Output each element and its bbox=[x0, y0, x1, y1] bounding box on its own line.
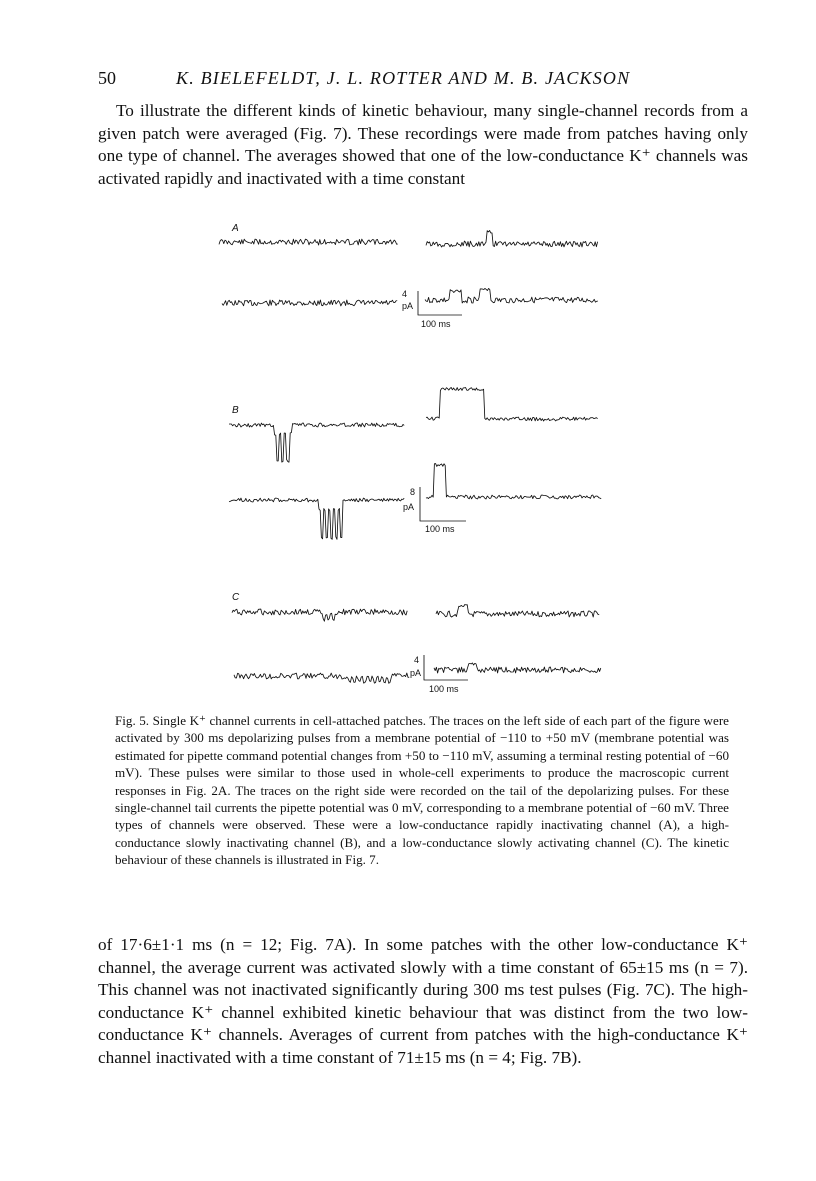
running-title: K. BIELEFELDT, J. L. ROTTER AND M. B. JACKSON bbox=[176, 68, 631, 88]
panel-a-scale-time: 100 ms bbox=[421, 319, 451, 329]
panel-a-trace-left-1 bbox=[219, 239, 398, 245]
page-number: 50 bbox=[98, 68, 116, 88]
panel-a-trace-left-2 bbox=[222, 300, 397, 306]
panel-a-scale-current: 4 bbox=[402, 289, 408, 299]
panel-c-scale-current: 4 bbox=[414, 655, 420, 665]
panel-b-trace-left-1 bbox=[229, 423, 404, 462]
panel-c-scale-unit: pA bbox=[410, 668, 422, 678]
panel-a bbox=[219, 223, 598, 329]
panel-c-trace-left-1 bbox=[232, 609, 407, 621]
panel-c-trace-right-1 bbox=[436, 605, 599, 618]
panel-a-scale-unit: pA bbox=[402, 301, 414, 311]
panel-b-label: B bbox=[232, 405, 239, 416]
intro-paragraph-text: To illustrate the different kinds of kinetic behaviour, many single-channel records from a given patch were averaged (Fig. 7). These recordings were made from patches having only one type of channel. The averages showed that one of the low-conductance K⁺ channels was activated rapidly and inactivated with a time constant bbox=[98, 101, 748, 188]
panel-a-label: A bbox=[232, 223, 239, 234]
panel-c-trace-right-2 bbox=[434, 663, 601, 673]
panel-b bbox=[229, 388, 601, 540]
figure-caption-text: Fig. 5. Single K⁺ channel currents in cell-attached patches. The traces on the left side of each part of the figure were activated by 300 ms depolarizing pulses from a membrane potential of −110 to +50 mV (membrane potential was estimated for pipette command potential changes from +50 to −110 mV, assuming a terminal resting potential of −60 mV). These pulses were similar to those used in whole-cell experiments to produce the macroscopic current responses in Fig. 2A. The traces on the right side were recorded on the tail of the depolarizing pulses. For these single-channel tail currents the pipette potential was 0 mV, corresponding to a membrane potential of −60 mV. Three types of channels were observed. These were a low-conductance rapidly inactivating channel (A), a high-conductance slowly inactivating channel (B), and a low-conductance slowly activating channel (C). The kinetic behaviour of these channels is illustrated in Fig. 7. bbox=[115, 713, 729, 868]
figure-caption bbox=[115, 712, 729, 869]
continuation-paragraph-text: of 17·6±1·1 ms (n = 12; Fig. 7A). In some patches with the other low-conductance K⁺ channel, the average current was activated slowly with a time constant of 65±15 ms (n = 7). This channel was not inactivated significantly during 300 ms test pulses (Fig. 7C). The high-conductance K⁺ channel exhibited kinetic behaviour that was distinct from the two low-conductance K⁺ channels. Averages of current from patches with the high-conductance K⁺ channel inactivated with a time constant of 71±15 ms (n = 4; Fig. 7B). bbox=[98, 935, 748, 1067]
panel-c-trace-left-2 bbox=[234, 673, 409, 683]
panel-b-scale-current: 8 bbox=[410, 487, 416, 497]
panel-b-scale-time: 100 ms bbox=[425, 524, 455, 534]
panel-c-scale-time: 100 ms bbox=[429, 684, 459, 694]
panel-a-trace-right-2 bbox=[425, 288, 598, 303]
panel-c-label: C bbox=[232, 592, 240, 603]
panel-b-scale-bar bbox=[420, 487, 466, 521]
panel-b-scale-unit: pA bbox=[403, 502, 415, 512]
panel-b-trace-right-2 bbox=[426, 464, 601, 499]
panel-a-scale-bar bbox=[418, 291, 462, 315]
panel-b-trace-right-1 bbox=[426, 388, 598, 422]
panel-c bbox=[232, 592, 601, 694]
panel-a-trace-right-1 bbox=[426, 231, 598, 248]
continuation-paragraph bbox=[98, 934, 748, 1070]
panel-b-trace-left-2 bbox=[229, 498, 404, 539]
